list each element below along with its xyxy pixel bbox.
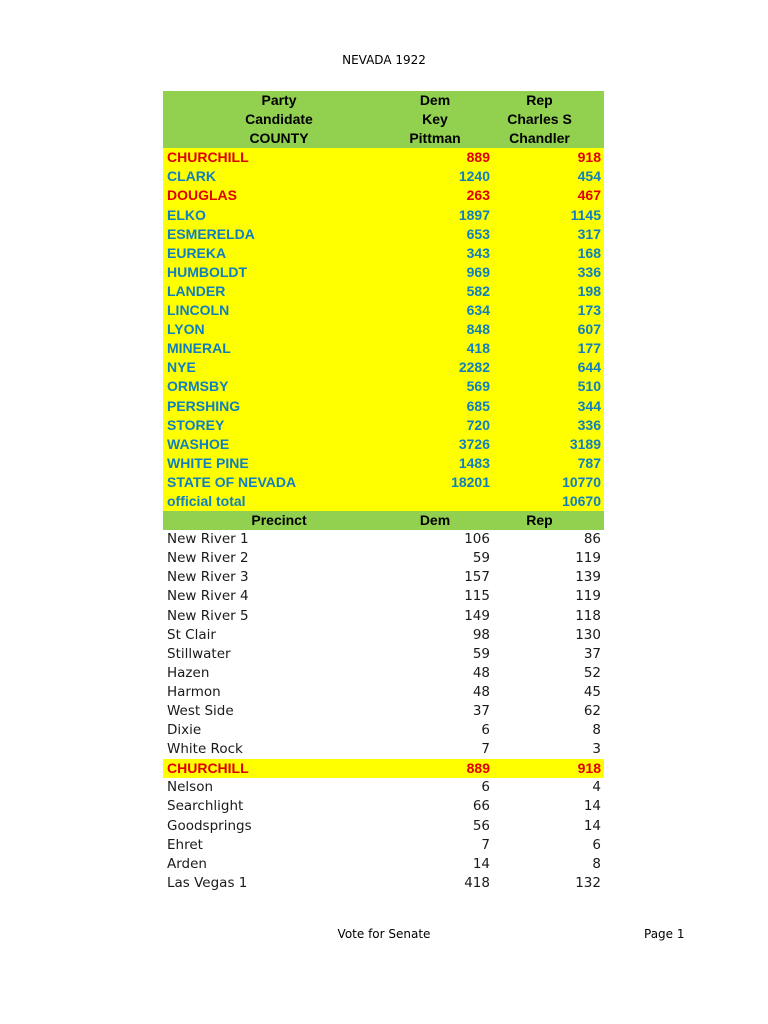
- table-cell-rep: 6: [592, 836, 601, 853]
- table-cell-rep: 173: [577, 302, 601, 319]
- header-cell: Rep: [526, 92, 553, 108]
- precinct-rows: [163, 530, 604, 893]
- table-cell-rep: 10770: [562, 473, 601, 490]
- table-row: [163, 225, 604, 244]
- table-row: [163, 836, 604, 855]
- table-cell-rep: 8: [592, 855, 601, 872]
- table-cell-dem: 653: [466, 225, 490, 242]
- header-row: [163, 110, 604, 129]
- table-cell-name: STOREY: [167, 416, 225, 433]
- table-cell-name: ESMERELDA: [167, 225, 255, 242]
- table-row: [163, 435, 604, 454]
- table-cell-name: EUREKA: [167, 244, 227, 261]
- table-cell-name: Goodsprings: [167, 817, 252, 834]
- table-cell-dem: 48: [472, 683, 490, 700]
- table-cell-dem: 48: [472, 664, 490, 681]
- header-row: [163, 129, 604, 148]
- table-cell-rep: 918: [577, 149, 601, 166]
- table-cell-rep: 317: [577, 225, 601, 242]
- table-cell-name: Ehret: [167, 836, 203, 853]
- header-cell: Candidate: [245, 111, 313, 128]
- table-row: [163, 797, 604, 816]
- table-cell-dem: 1897: [458, 206, 490, 223]
- table-cell-name: Arden: [167, 855, 207, 872]
- table-cell-dem: 6: [481, 779, 490, 796]
- table-cell-rep: 132: [575, 874, 601, 891]
- table-cell-name: Searchlight: [167, 798, 244, 815]
- precinct-header-row: [163, 511, 604, 530]
- table-row: [163, 759, 604, 778]
- table-row: [163, 339, 604, 358]
- table-cell-dem: 969: [466, 263, 490, 280]
- table-cell-name: St Clair: [167, 626, 216, 643]
- table-cell-name: STATE OF NEVADA: [167, 473, 297, 490]
- table-row: [163, 320, 604, 339]
- table-cell-name: Hazen: [167, 664, 210, 681]
- table-row: [163, 397, 604, 416]
- table-cell-rep: 119: [575, 588, 601, 605]
- table-row: [163, 263, 604, 282]
- page-title: NEVADA 1922: [342, 53, 426, 67]
- header-cell: Dem: [419, 512, 451, 529]
- table-cell-dem: 418: [466, 340, 490, 357]
- header-cell: Chandler: [509, 130, 570, 147]
- table-cell-rep: 510: [577, 378, 601, 395]
- table-cell-name: New River 3: [167, 569, 249, 586]
- table-cell-dem: 1483: [458, 454, 490, 471]
- table-cell-rep: 119: [575, 550, 601, 567]
- table-row: [163, 358, 604, 377]
- table-cell-rep: 787: [577, 454, 601, 471]
- table-row: [163, 683, 604, 702]
- table-row: [163, 587, 604, 606]
- table-cell-rep: 45: [583, 683, 601, 700]
- table-cell-dem: 720: [466, 416, 490, 433]
- table-cell-dem: 6: [481, 722, 490, 739]
- table-cell-dem: 106: [464, 531, 490, 548]
- table-cell-dem: 157: [464, 569, 490, 586]
- table-cell-name: West Side: [167, 703, 234, 719]
- table-cell-dem: 889: [466, 760, 490, 777]
- table-cell-rep: 467: [577, 187, 601, 204]
- table-row: [163, 740, 604, 759]
- table-cell-name: HUMBOLDT: [167, 263, 248, 280]
- table-row: [163, 607, 604, 626]
- header-cell: Party: [261, 92, 297, 108]
- table-cell-name: New River 1: [167, 531, 249, 548]
- header-cell: Key: [422, 111, 448, 128]
- table-cell-dem: 59: [472, 550, 490, 567]
- county-rows: [163, 148, 604, 511]
- table-cell-name: New River 5: [167, 607, 249, 624]
- table-cell-rep: 118: [575, 607, 601, 624]
- table-row: [163, 664, 604, 683]
- table-cell-dem: 59: [472, 645, 490, 662]
- table-row: [163, 301, 604, 320]
- footer-caption: Vote for Senate: [337, 927, 431, 941]
- table-cell-name: CHURCHILL: [167, 149, 249, 166]
- table-cell-dem: 37: [472, 703, 490, 719]
- table-cell-name: White Rock: [167, 741, 243, 758]
- header-cell: COUNTY: [249, 130, 309, 147]
- table-cell-name: Harmon: [167, 683, 221, 700]
- table-cell-rep: 198: [577, 282, 601, 299]
- table-cell-dem: 685: [466, 397, 490, 414]
- header-cell: Dem: [419, 92, 451, 108]
- vote-table: [163, 91, 604, 893]
- table-cell-dem: 14: [472, 855, 490, 872]
- table-cell-dem: 418: [464, 874, 490, 891]
- table-row: [163, 186, 604, 205]
- table-row: [163, 626, 604, 645]
- table-cell-rep: 644: [577, 359, 601, 376]
- table-cell-rep: 62: [583, 703, 601, 719]
- table-cell-dem: 1240: [458, 168, 490, 185]
- table-cell-name: WASHOE: [167, 435, 230, 452]
- table-cell-rep: 14: [583, 817, 601, 834]
- table-cell-name: NYE: [167, 359, 196, 376]
- table-row: [163, 702, 604, 721]
- table-row: [163, 530, 604, 549]
- table-cell-rep: 1145: [570, 206, 601, 223]
- table-cell-dem: 889: [466, 149, 490, 166]
- table-cell-dem: 56: [472, 817, 490, 834]
- table-row: [163, 817, 604, 836]
- table-row: [163, 492, 604, 511]
- table-cell-rep: 14: [583, 798, 601, 815]
- table-cell-dem: 2282: [458, 359, 490, 376]
- table-cell-rep: 168: [577, 244, 601, 261]
- table-cell-dem: 3726: [458, 435, 490, 452]
- table-cell-name: LINCOLN: [167, 302, 230, 319]
- table-cell-dem: 343: [466, 244, 490, 261]
- table-cell-dem: 569: [466, 378, 490, 395]
- table-cell-name: PERSHING: [167, 397, 241, 414]
- table-cell-name: LYON: [167, 321, 205, 338]
- table-cell-rep: 52: [583, 664, 601, 681]
- table-cell-rep: 86: [583, 531, 601, 548]
- table-row: [163, 874, 604, 893]
- table-cell-dem: 582: [466, 282, 490, 299]
- table-cell-dem: 18201: [451, 473, 490, 490]
- table-cell-dem: 263: [466, 187, 490, 204]
- table-cell-rep: 607: [577, 321, 601, 338]
- header-cell: Pittman: [409, 130, 461, 147]
- table-cell-name: official total: [167, 492, 246, 509]
- table-cell-rep: 10670: [562, 492, 601, 509]
- table-cell-name: LANDER: [167, 282, 226, 299]
- table-cell-rep: 918: [577, 760, 601, 777]
- header-cell: Charles S: [507, 111, 572, 128]
- table-cell-name: Nelson: [167, 779, 214, 796]
- table-row: [163, 778, 604, 797]
- table-cell-dem: 7: [481, 741, 490, 758]
- table-row: [163, 206, 604, 225]
- table-cell-name: ELKO: [167, 206, 206, 223]
- table-row: [163, 454, 604, 473]
- table-row: [163, 473, 604, 492]
- table-cell-rep: 3: [592, 741, 601, 758]
- table-cell-name: Dixie: [167, 722, 202, 739]
- table-cell-dem: 7: [481, 836, 490, 853]
- table-row: [163, 645, 604, 664]
- table-row: [163, 282, 604, 301]
- table-cell-dem: 149: [464, 607, 490, 624]
- table-cell-rep: 130: [575, 626, 601, 643]
- table-cell-name: CLARK: [167, 168, 216, 185]
- table-cell-name: New River 2: [167, 550, 249, 567]
- table-row: [163, 416, 604, 435]
- table-cell-dem: 66: [472, 798, 490, 815]
- table-cell-name: New River 4: [167, 588, 249, 605]
- table-row: [163, 167, 604, 186]
- header-cell: Rep: [526, 512, 553, 529]
- table-cell-dem: 115: [464, 588, 490, 605]
- table-cell-name: Las Vegas 1: [167, 874, 248, 891]
- header-cell: Precinct: [251, 512, 307, 529]
- table-row: [163, 721, 604, 740]
- table-cell-rep: 177: [577, 340, 601, 357]
- table-cell-name: DOUGLAS: [167, 187, 237, 204]
- table-cell-rep: 336: [577, 263, 601, 280]
- table-row: [163, 568, 604, 587]
- table-cell-rep: 344: [577, 397, 601, 414]
- table-row: [163, 377, 604, 396]
- table-cell-name: MINERAL: [167, 340, 231, 357]
- table-cell-dem: 848: [466, 321, 490, 338]
- table-cell-rep: 4: [592, 779, 601, 796]
- table-row: [163, 549, 604, 568]
- table-cell-rep: 37: [583, 645, 601, 662]
- table-cell-rep: 8: [592, 722, 601, 739]
- table-row: [163, 148, 604, 167]
- page-number: Page 1: [644, 927, 685, 941]
- table-cell-name: Stillwater: [167, 645, 231, 662]
- table-cell-name: WHITE PINE: [167, 454, 249, 471]
- table-row: [163, 855, 604, 874]
- table-cell-dem: 634: [466, 302, 490, 319]
- table-cell-rep: 3189: [569, 435, 601, 452]
- table-cell-rep: 454: [577, 168, 601, 185]
- table-cell-dem: 98: [472, 626, 490, 643]
- table-cell-name: ORMSBY: [167, 378, 229, 395]
- table-row: [163, 244, 604, 263]
- table-cell-rep: 139: [575, 569, 601, 586]
- table-cell-rep: 336: [577, 416, 601, 433]
- header-row: [163, 91, 604, 110]
- table-cell-name: CHURCHILL: [167, 760, 249, 777]
